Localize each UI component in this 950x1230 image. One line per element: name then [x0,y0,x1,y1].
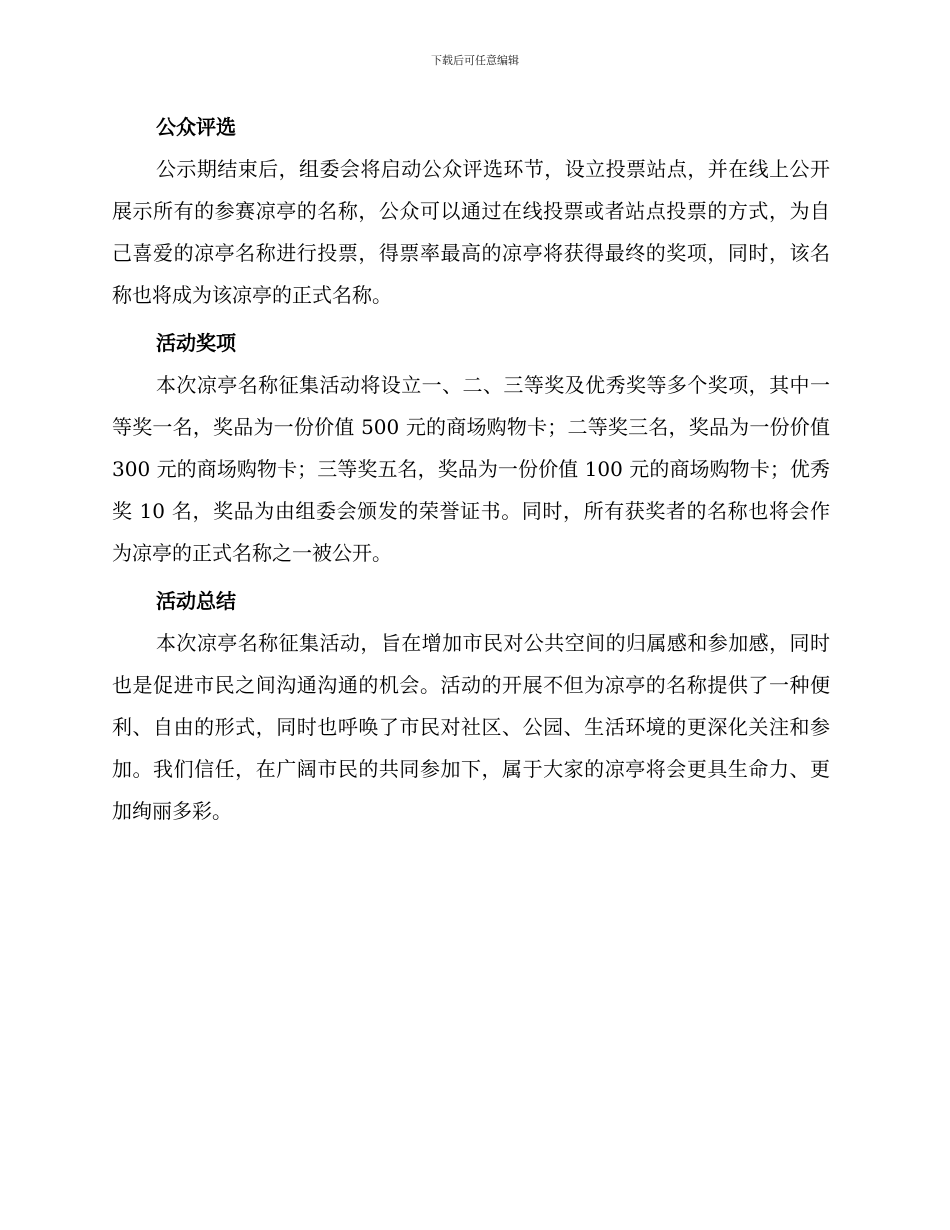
section-paragraph: 本次凉亭名称征集活动，旨在增加市民对公共空间的归属感和参加感，同时也是促进市民之间沟通沟通的机会。活动的开展不但为凉亭的名称提供了一种便利、自由的形式，同时也呼唤了市民对社区、公园、生活环境的更深化关注和参加。我们信任，在广阔市民的共同参加下，属于大家的凉亭将会更具生命力、更加绚丽多彩。 [112,631,830,823]
section-paragraph: 公示期结束后，组委会将启动公众评选环节，设立投票站点，并在线上公开展示所有的参赛凉亭的名称，公众可以通过在线投票或者站点投票的方式，为自己喜爱的凉亭名称进行投票，得票率最高的凉亭将获得最终的奖项，同时，该名称也将成为该凉亭的正式名称。 [112,157,830,307]
section-heading: 活动总结 [156,589,236,613]
section-paragraph: 本次凉亭名称征集活动将设立一、二、三等奖及优秀奖等多个奖项，其中一等奖一名，奖品为一份价值 500 元的商场购物卡；二等奖三名，奖品为一份价值 300 元的商场购物卡；三等奖五名，奖品为一份价值 100 元的商场购物卡；优秀奖 10 名，奖品为由组委会颁发的荣誉证书。同时，所有获奖者的名称也将会作为凉亭的正式名称之一被公开。 [112,373,830,565]
section-heading: 公众评选 [156,115,236,139]
section-awards [112,322,830,574]
document-content [112,106,830,838]
page-header: 下载后可任意编辑 [431,54,519,67]
section-summary [112,580,830,832]
section-public-voting [112,106,830,316]
section-heading: 活动奖项 [156,331,236,355]
